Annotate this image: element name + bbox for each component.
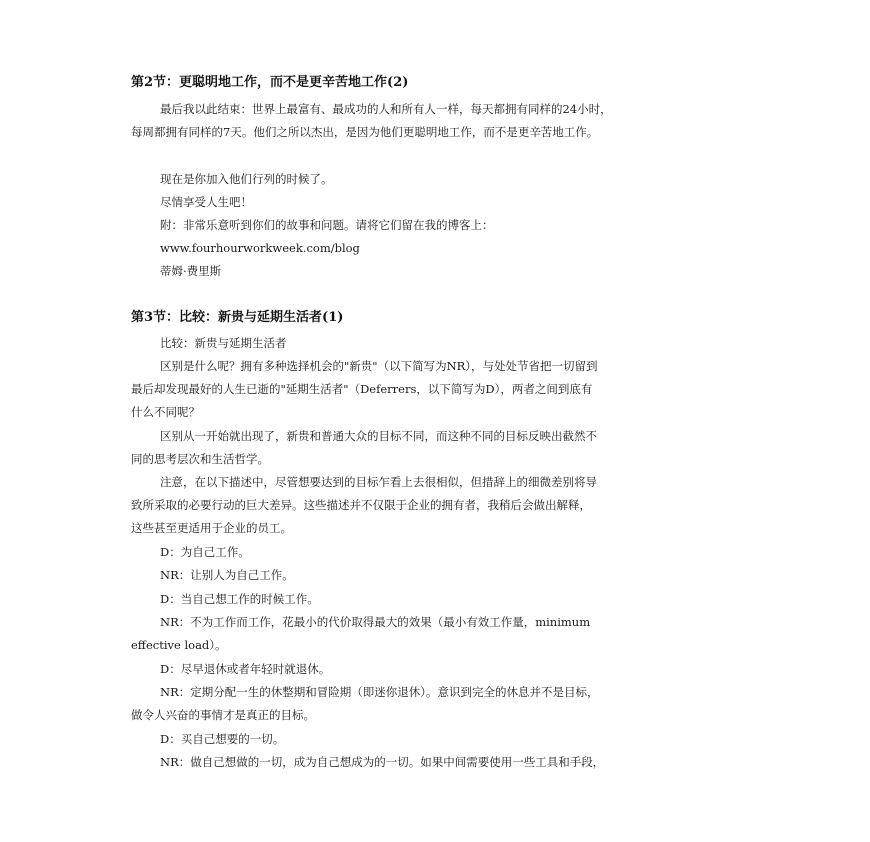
comparison-d-2: D：当自己想工作的时候工作。 xyxy=(160,592,319,606)
section3-line-6: 同的思考层次和生活哲学。 xyxy=(131,452,269,466)
comparison-nr-2-cont: effective load）。 xyxy=(131,638,227,652)
comparison-nr-1: NR：让别人为自己工作。 xyxy=(160,568,294,582)
author-signature: 蒂姆·费里斯 xyxy=(160,264,222,278)
section2-line-1: 最后我以此结束：世界上最富有、最成功的人和所有人一样，每天都拥有同样的24小时， xyxy=(160,102,612,116)
comparison-nr-2: NR：不为工作而工作，花最小的代价取得最大的效果（最小有效工作量，minimum xyxy=(160,615,591,629)
section3-line-3: 最后却发现最好的人生已逝的"延期生活者"（Deferrers，以下简写为D），两者之间到底有 xyxy=(131,382,593,396)
section2-line-3: 现在是你加入他们行列的时候了。 xyxy=(160,172,333,186)
comparison-nr-4: NR：做自己想做的一切，成为自己想成为的一切。如果中间需要使用一些工具和手段， xyxy=(160,755,605,769)
section3-line-2: 区别是什么呢？拥有多种选择机会的"新贵"（以下简写为NR），与处处节省把一切留到 xyxy=(160,359,598,373)
section3-line-4: 什么不同呢？ xyxy=(131,405,200,419)
section2-heading: 第2节：更聪明地工作，而不是更辛苦地工作(2) xyxy=(131,75,409,90)
comparison-d-1: D：为自己工作。 xyxy=(160,545,250,559)
section3-line-9: 这些甚至更适用于企业的员工。 xyxy=(131,521,292,535)
comparison-nr-3-cont: 做令人兴奋的事情才是真正的目标。 xyxy=(131,708,315,722)
section3-heading: 第3节：比较：新贵与延期生活者(1) xyxy=(131,310,344,325)
comparison-d-3: D：尽早退休或者年轻时就退休。 xyxy=(160,662,331,676)
section3-line-5: 区别从一开始就出现了，新贵和普通大众的目标不同，而这种不同的目标反映出截然不 xyxy=(160,429,597,443)
section2-line-4: 尽情享受人生吧！ xyxy=(160,195,252,209)
section3-line-7: 注意，在以下描述中，尽管想要达到的目标乍看上去很相似，但措辞上的细微差别将导 xyxy=(160,475,597,489)
section2-line-2: 每周都拥有同样的7天。他们之所以杰出，是因为他们更聪明地工作，而不是更辛苦地工作。 xyxy=(131,125,599,139)
blog-url: www.fourhourworkweek.com/blog xyxy=(160,241,360,255)
comparison-d-4: D：买自己想要的一切。 xyxy=(160,732,285,746)
section3-line-1: 比较：新贵与延期生活者 xyxy=(160,336,287,350)
section2-line-5: 附：非常乐意听到你们的故事和问题。请将它们留在我的博客上： xyxy=(160,218,494,232)
comparison-nr-3: NR：定期分配一生的休整期和冒险期（即迷你退休）。意识到完全的休息并不是目标， xyxy=(160,685,599,699)
section3-line-8: 致所采取的必要行动的巨大差异。这些描述并不仅限于企业的拥有者，我稍后会做出解释， xyxy=(131,498,591,512)
